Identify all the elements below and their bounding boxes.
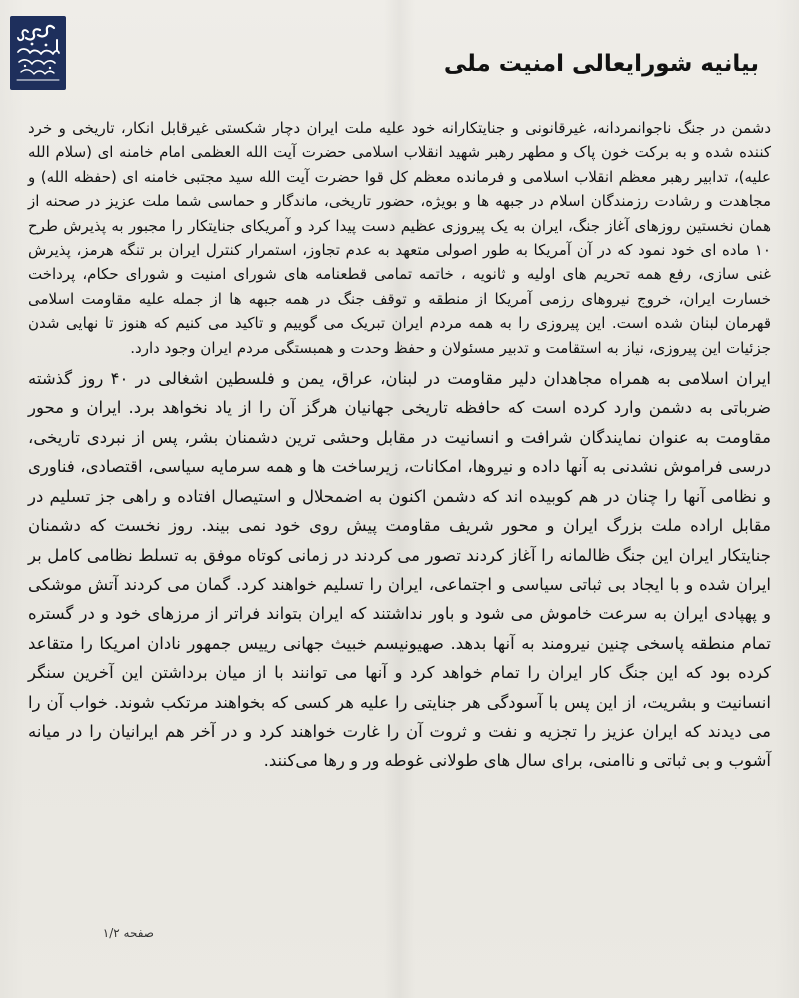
page-number: صفحه ۱/۲ xyxy=(102,926,154,940)
government-logo xyxy=(10,16,66,90)
statement-paragraph-1: دشمن در جنگ ناجوانمردانه، غیرقانونی و جنایتکارانه خود علیه ملت ایران دچار شکستی غیرقابل انکار، تاریخی و خرد کننده شده و به برکت خون پاک و مطهر رهبر شهید انقلاب اسلامی حضرت آیت الله العظمی امام خامنه ای (سلام الله علیه)، تدابیر رهبر معظم انقلاب اسلامی و فرمانده معظم کل قوا حضرت آیت الله سید مجتبی خامنه ای (حفظه الله) و مجاهدت و رشادت رزمندگان اسلام در جبهه ها و بویژه، حضور تاریخی، ماندگار و حماسی شما ملت عزیز در صحنه از همان نخستین روزهای آغاز جنگ، ایران به یک پیروزی عظیم دست پیدا کرد و آمریکای جنایتکار را مجبور به پذیرش طرح ۱۰ ماده ای خود نمود که در آن آمریکا به طور اصولی متعهد به عدم تجاوز، استمرار کنترل ایران بر تنگه هرمز، پذیرش غنی سازی، رفع همه تحریم های اولیه و ثانویه ، خاتمه تمامی قطعنامه های شورای امنیت و شورای حکام، پرداخت خسارت ایران، خروج نیروهای رزمی آمریکا از منطقه و توقف جنگ در همه جبهه ها از جمله علیه مقاومت اسلامی قهرمان لبنان شده است. این پیروزی را به همه مردم ایران تبریک می گوییم و تاکید می کنیم که هنوز تا نهایی شدن جزئیات این پیروزی، نیاز به استقامت و تدبیر مسئولان و حفظ وحدت و همبستگی مردم ایران وجود دارد. xyxy=(28,119,771,357)
statement-title: بیانیه شورایعالی امنیت ملی xyxy=(443,51,759,77)
government-logo-mark xyxy=(10,16,66,90)
statement-body xyxy=(28,116,771,776)
statement-paragraph-2: ایران اسلامی به همراه مجاهدان دلیر مقاومت در لبنان، عراق، یمن و فلسطین اشغالی در ۴۰ روز گذشته ضرباتی به دشمن وارد کرده است که حافظه تاریخی جهانیان هرگز آن را از یاد نخواهد برد. ایران و محور مقاومت به عنوان نمایندگان شرافت و انسانیت در مقابل وحشی ترین دشمنان بشر، پس از نبردی تاریخی، درسی فراموش نشدنی به آنها داده و نیروها، امکانات، زیرساخت ها و همه سرمایه سیاسی، اقتصادی، فناوری و نظامی آنها را چنان در هم کوبیده اند که دشمن اکنون به اضمحلال و استیصال افتاده و راهی جز تسلیم در مقابل اراده ملت بزرگ ایران و محور شریف مقاومت پیش روی خود نمی بیند. روز نخست که دشمنان جنایتکار ایران این جنگ ظالمانه را آغاز کردند تصور می کردند در زمانی کوتاه موفق به تسلط نظامی کامل بر ایران شده و با ایجاد بی ثباتی سیاسی و اجتماعی، ایران را تسلیم خواهند کرد. گمان می کردند آتش موشکی و پهپادی ایران به سرعت خاموش می شود و باور نداشتند که ایران بتواند فراتر از مرزهای خود و در گستره تمام منطقه پاسخی چنین نیرومند به آنها بدهد. صهیونیسم خبیث جهانی رییس جمهور نادان امریکا را متقاعد کرده بود که این جنگ کار ایران را تمام خواهد کرد و آنها می توانند با از میان برداشتن این آخرین سنگر انسانیت و بشریت، از این پس با آسودگی هر جنایتی را علیه هر کسی که بخواهند مرتکب شوند. خواب آن را می دیدند که ایران عزیز را تجزیه و نفت و ثروت آن را غارت خواهند کرد و در آخر هم ایرانیان را در میانه آشوب و بی ثباتی و ناامنی، برای سال های طولانی غوطه ور و رها می‌کنند. xyxy=(28,369,772,771)
